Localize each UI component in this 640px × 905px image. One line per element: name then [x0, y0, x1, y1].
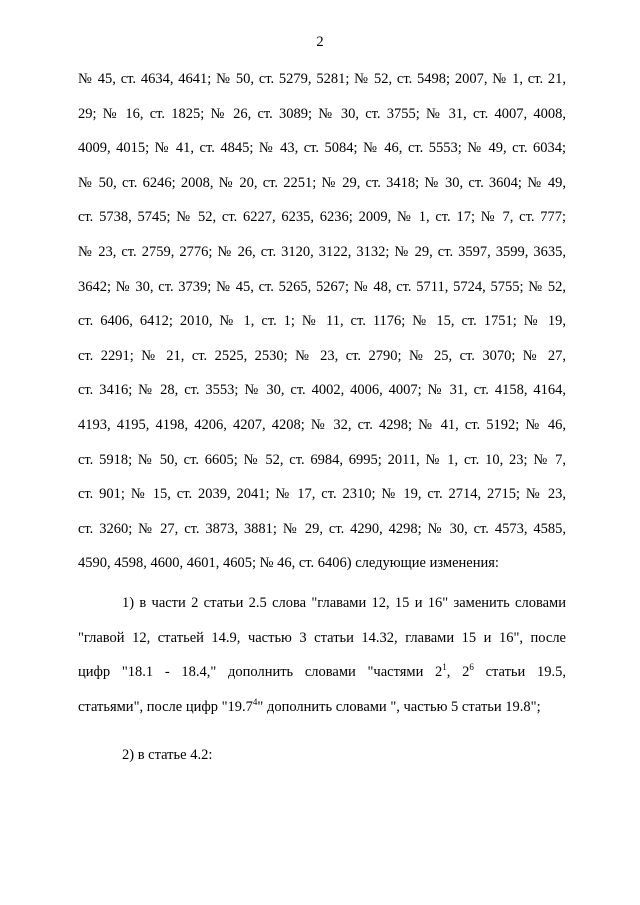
text-line: 1) в части 2 статьи 2.5 слова "главами 12, 15 и 16" заменить словами: [122, 595, 566, 611]
text-line: 3642; № 30, ст. 3739; № 45, ст. 5265, 5267; № 48, ст. 5711, 5724, 5755; № 52,: [78, 278, 566, 295]
text-line: 4193, 4195, 4198, 4206, 4207, 4208; № 32, ст. 4298; № 41, ст. 5192; № 46,: [78, 416, 566, 433]
text-line: 29; № 16, ст. 1825; № 26, ст. 3089; № 30, ст. 3755; № 31, ст. 4007, 4008,: [78, 105, 566, 122]
text-fragment: " дополнить словами ", частью 5 статьи 19.8";: [257, 698, 541, 715]
text-fragment: статьями", после цифр "19.7: [78, 698, 253, 715]
amendment-item-2: [78, 746, 566, 781]
text-fragment: , 2: [446, 664, 470, 681]
amendment-item-1: [78, 594, 566, 732]
text-line: № 45, ст. 4634, 4641; № 50, ст. 5279, 5281; № 52, ст. 5498; 2007, № 1, ст. 21,: [78, 71, 566, 87]
superscript: 6: [469, 662, 474, 673]
text-line: "главой 12, статьей 14.9, частью 3 статьи 14.32, главами 15 и 16", после: [78, 629, 566, 646]
superscript: 4: [252, 696, 258, 707]
text-line: 2) в статье 4.2:: [122, 747, 213, 763]
text-line: № 23, ст. 2759, 2776; № 26, ст. 3120, 3122, 3132; № 29, ст. 3597, 3599, 3635,: [78, 243, 566, 260]
text-line: ст. 3416; № 28, ст. 3553; № 30, ст. 4002, 4006, 4007; № 31, ст. 4158, 4164,: [78, 382, 566, 399]
text-line: ст. 5738, 5745; № 52, ст. 6227, 6235, 6236; 2009, № 1, ст. 17; № 7, ст. 777;: [78, 209, 566, 226]
text-fragment: статьи 19.5,: [473, 664, 566, 681]
text-line: ст. 2291; № 21, ст. 2525, 2530; № 23, ст. 2790; № 25, ст. 3070; № 27,: [78, 347, 566, 364]
text-line: [78, 663, 566, 698]
citation-paragraph: [78, 70, 566, 589]
page-number: 2: [316, 34, 324, 50]
text-line: ст. 901; № 15, ст. 2039, 2041; № 17, ст. 2310; № 19, ст. 2714, 2715; № 23,: [78, 486, 566, 503]
text-fragment: цифр "18.1 - 18.4," дополнить словами "частями 2: [78, 664, 443, 681]
text-line: 4009, 4015; № 41, ст. 4845; № 43, ст. 5084; № 46, ст. 5553; № 49, ст. 6034;: [78, 140, 566, 157]
text-line: ст. 6406, 6412; 2010, № 1, ст. 1; № 11, ст. 1176; № 15, ст. 1751; № 19,: [78, 313, 566, 330]
text-line: ст. 3260; № 27, ст. 3873, 3881; № 29, ст. 4290, 4298; № 30, ст. 4573, 4585,: [78, 520, 566, 537]
text-line: 4590, 4598, 4600, 4601, 4605; № 46, ст. 6406) следующие изменения:: [78, 555, 499, 572]
superscript: 1: [442, 662, 447, 673]
text-line: № 50, ст. 6246; 2008, № 20, ст. 2251; № 29, ст. 3418; № 30, ст. 3604; № 49,: [78, 174, 566, 191]
text-line: ст. 5918; № 50, ст. 6605; № 52, ст. 6984, 6995; 2011, № 1, ст. 10, 23; № 7,: [78, 451, 566, 468]
text-line: [78, 698, 566, 733]
